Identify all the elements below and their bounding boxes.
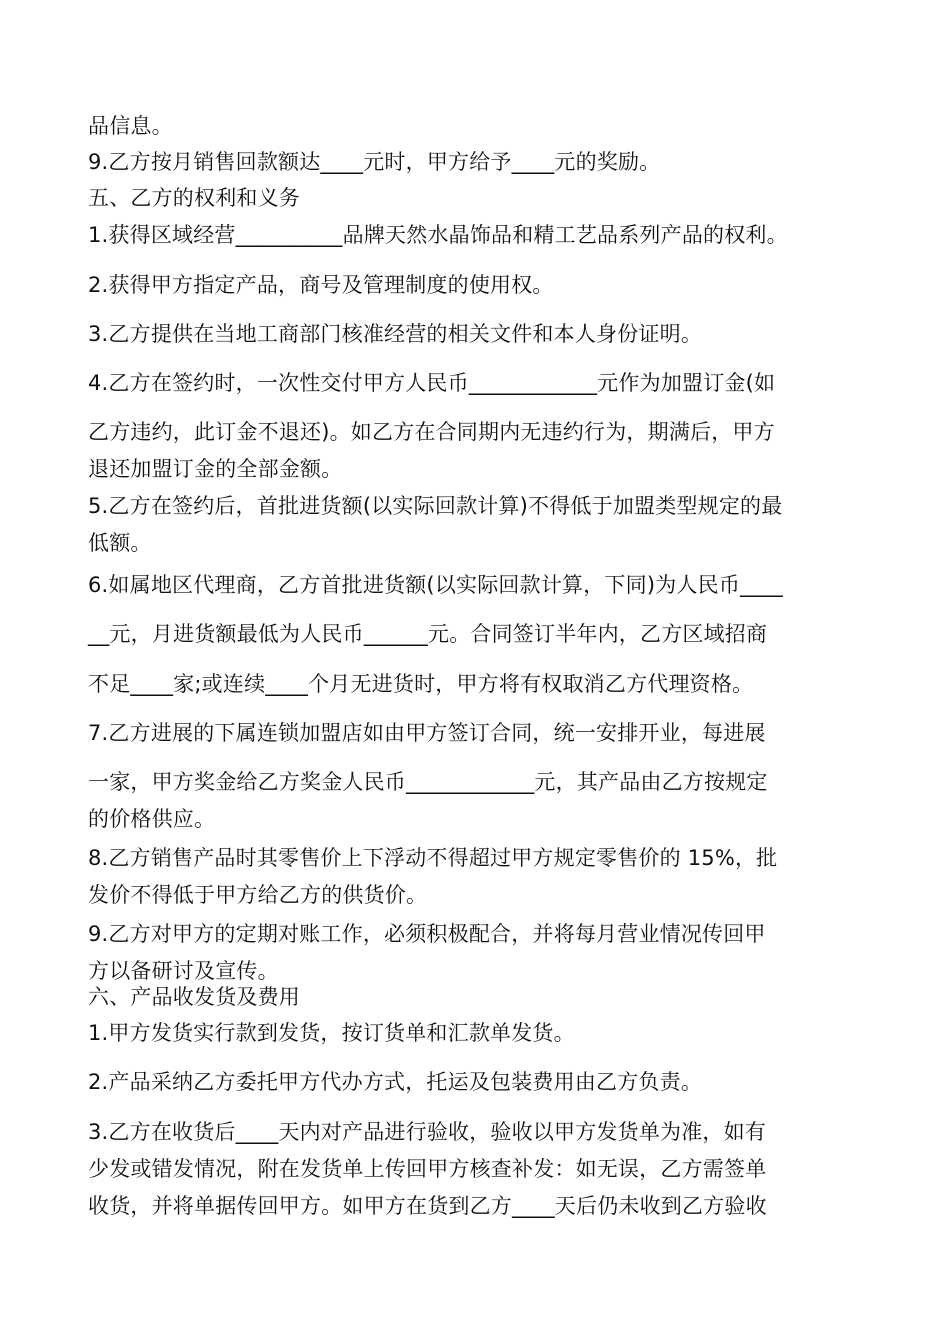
- text-line: 5.乙方在签约后，首批进货额(以实际回款计算)不得低于加盟类型规定的最: [88, 494, 783, 518]
- text-line: 9.乙方对甲方的定期对账工作，必须积极配合，并将每月营业情况传回甲: [88, 922, 766, 946]
- section-heading: 六、产品收发货及费用: [88, 985, 300, 1009]
- text-line: 少发或错发情况，附在发货单上传回甲方核查补发：如无误，乙方需签单: [88, 1157, 767, 1181]
- text-line: 3.乙方提供在当地工商部门核准经营的相关文件和本人身份证明。: [88, 322, 703, 346]
- text-line: 7.乙方进展的下属连锁加盟店如由甲方签订合同，统一安排开业，每进展: [88, 721, 766, 745]
- text-line: 1.获得区域经营__________品牌天然水晶饰品和精工艺品系列产品的权利。: [88, 223, 788, 247]
- text-line: 品信息。: [88, 114, 173, 138]
- section-heading: 五、乙方的权利和义务: [88, 186, 300, 210]
- text-line: 8.乙方销售产品时其零售价上下浮动不得超过甲方规定零售价的 15%，批: [88, 846, 778, 870]
- text-line: 6.如属地区代理商，乙方首批进货额(以实际回款计算，下同)为人民币____: [88, 573, 783, 597]
- text-line: 4.乙方在签约时，一次性交付甲方人民币____________元作为加盟订金(如: [88, 371, 776, 395]
- text-line: 9.乙方按月销售回款额达____元时，甲方给予____元的奖励。: [88, 150, 661, 174]
- text-line: 不足____家;或连续____个月无进货时，甲方将有权取消乙方代理资格。: [88, 672, 754, 696]
- text-line: 3.乙方在收货后____天内对产品进行验收，验收以甲方发货单为准，如有: [88, 1120, 767, 1144]
- text-line: 一家，甲方奖金给乙方奖金人民币____________元，其产品由乙方按规定: [88, 770, 768, 794]
- text-line: 的价格供应。: [88, 807, 216, 831]
- text-line: 收货，并将单据传回甲方。如甲方在货到乙方____天后仍未收到乙方验收: [88, 1194, 767, 1218]
- text-line: 方以备研讨及宣传。: [88, 959, 279, 983]
- text-line: 2.产品采纳乙方委托甲方代办方式，托运及包装费用由乙方负责。: [88, 1070, 703, 1094]
- text-line: __元，月进货额最低为人民币______元。合同签订半年内，乙方区域招商: [88, 622, 768, 646]
- text-line: 低额。: [88, 531, 152, 555]
- text-line: 退还加盟订金的全部金额。: [88, 457, 343, 481]
- text-line: 发价不得低于甲方给乙方的供货价。: [88, 883, 428, 907]
- text-line: 1.甲方发货实行款到发货，按订货单和汇款单发货。: [88, 1021, 575, 1045]
- text-line: 乙方违约，此订金不退还)。如乙方在合同期内无违约行为，期满后，甲方: [88, 420, 775, 444]
- text-line: 2.获得甲方指定产品，商号及管理制度的使用权。: [88, 273, 554, 297]
